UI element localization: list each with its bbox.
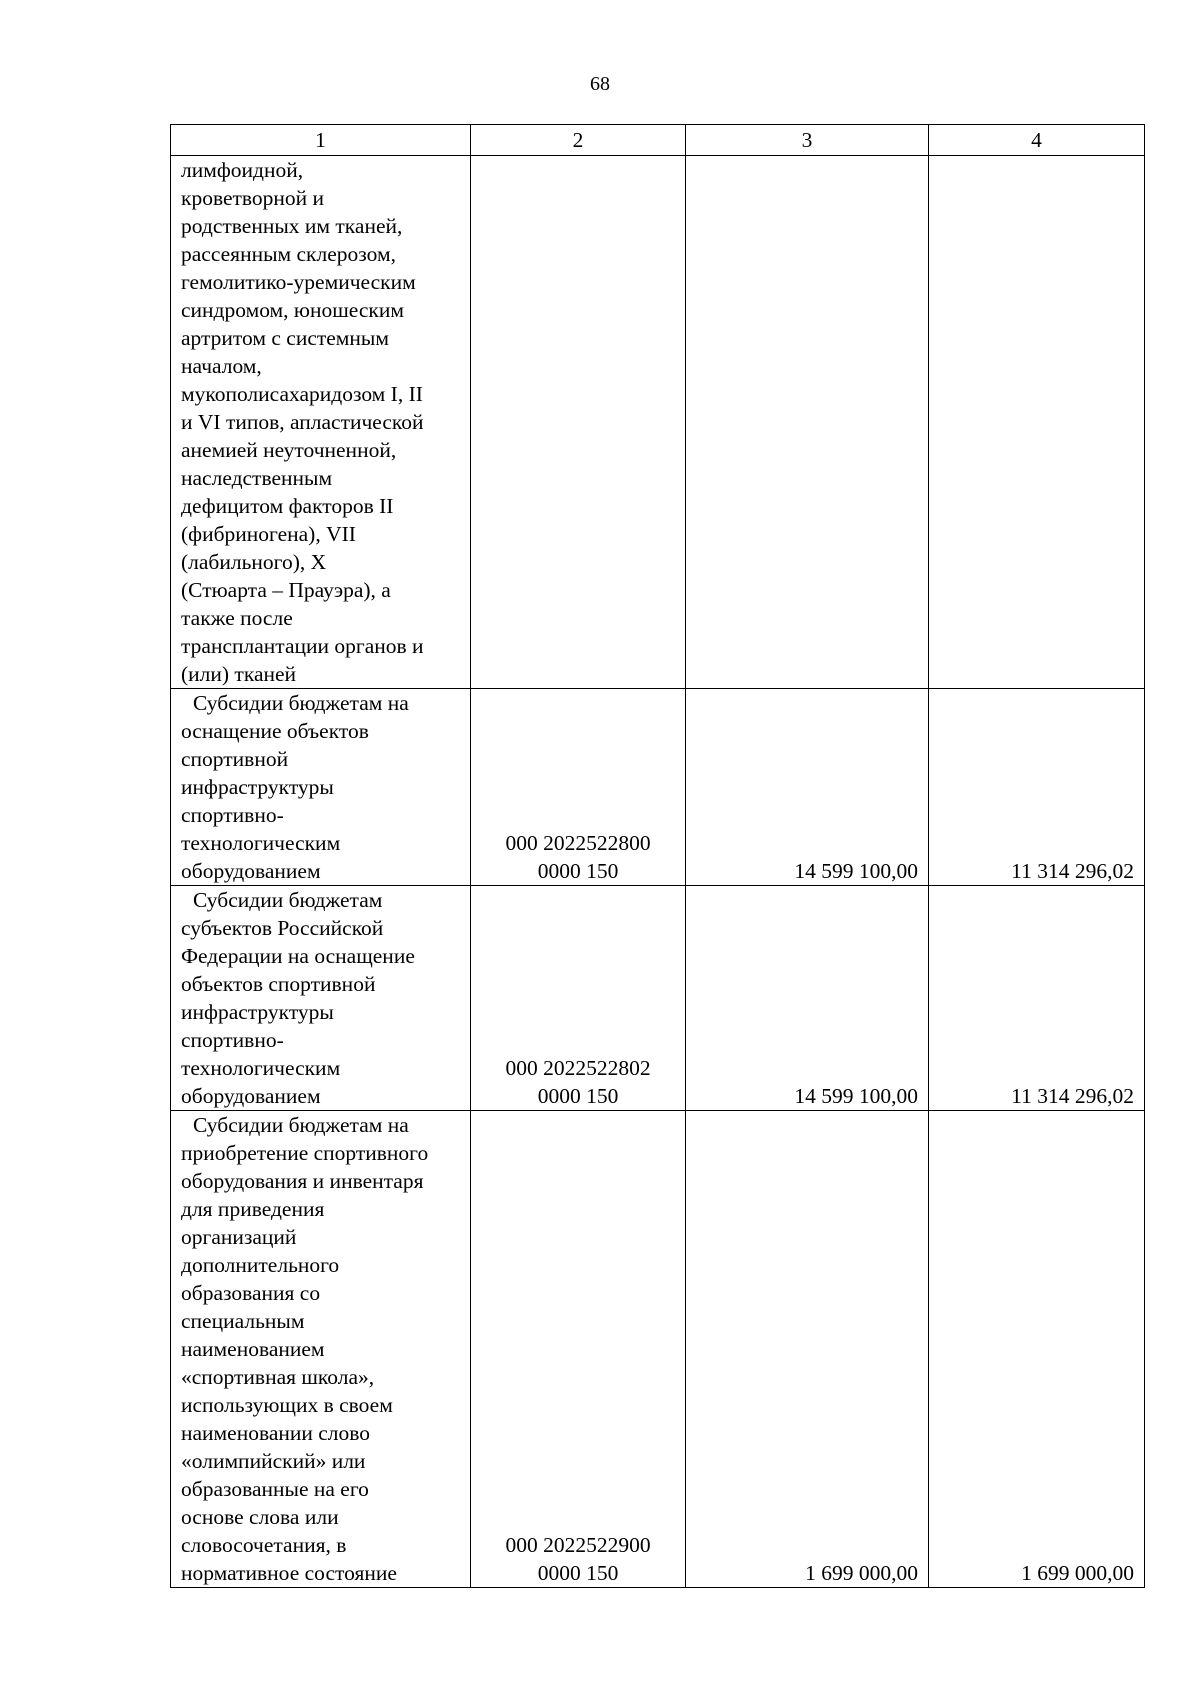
row-col4-cell: 11 314 296,02 bbox=[929, 886, 1145, 1111]
name-line: рассеянным склерозом, bbox=[181, 242, 396, 266]
name-line: артритом с системным bbox=[181, 326, 389, 350]
row-col4-cell bbox=[929, 156, 1145, 689]
name-line: наименованием bbox=[181, 1337, 325, 1361]
row-col3-cell bbox=[686, 156, 929, 689]
name-line: субъектов Российской bbox=[181, 916, 384, 940]
name-line: синдромом, юношеским bbox=[181, 298, 404, 322]
name-line: спортивно- bbox=[181, 803, 284, 827]
name-line: началом, bbox=[181, 354, 262, 378]
name-line: образования со bbox=[181, 1281, 321, 1305]
table-row bbox=[171, 156, 1145, 689]
name-line: (лабильного), X bbox=[181, 550, 327, 574]
name-line: родственных им тканей, bbox=[181, 214, 403, 238]
row-name-cell bbox=[171, 156, 471, 689]
name-line: также после bbox=[181, 606, 293, 630]
budget-table bbox=[170, 124, 1145, 1588]
table-row bbox=[171, 886, 1145, 1111]
row-code-cell bbox=[471, 886, 686, 1111]
row-col4-cell: 1 699 000,00 bbox=[929, 1111, 1145, 1588]
name-line: Субсидии бюджетам bbox=[193, 888, 383, 912]
name-line: для приведения bbox=[181, 1197, 325, 1221]
code-line: 0000 150 bbox=[537, 1084, 619, 1108]
name-line: гемолитико-уремическим bbox=[181, 270, 416, 294]
name-line: оборудованием bbox=[181, 1084, 321, 1108]
name-line: спортивно- bbox=[181, 1028, 284, 1052]
name-line: кроветворной и bbox=[181, 186, 325, 210]
name-line: приобретение спортивного bbox=[181, 1141, 429, 1165]
name-line: «спортивная школа», bbox=[181, 1365, 375, 1389]
name-line: основе слова или bbox=[181, 1505, 339, 1529]
name-line: Субсидии бюджетам на bbox=[193, 1113, 409, 1137]
name-line: организаций bbox=[181, 1225, 297, 1249]
name-line: Федерации на оснащение bbox=[181, 944, 415, 968]
code-line: 0000 150 bbox=[537, 859, 619, 883]
name-line: словосочетания, в bbox=[181, 1533, 347, 1557]
code-line: 000 2022522800 bbox=[505, 831, 651, 855]
row-name-cell bbox=[171, 1111, 471, 1588]
name-line: использующих в своем bbox=[181, 1393, 393, 1417]
code-line: 000 2022522900 bbox=[505, 1533, 651, 1557]
name-line: специальным bbox=[181, 1309, 305, 1333]
name-line: дефицитом факторов II bbox=[181, 494, 394, 518]
name-line: спортивной bbox=[181, 747, 289, 771]
header-cell-1: 1 bbox=[171, 125, 471, 156]
name-line: образованные на его bbox=[181, 1477, 369, 1501]
header-cell-2: 2 bbox=[471, 125, 686, 156]
name-line: анемией неуточненной, bbox=[181, 438, 397, 462]
row-code-cell bbox=[471, 156, 686, 689]
name-line: инфраструктуры bbox=[181, 775, 334, 799]
code-line: 0000 150 bbox=[537, 1561, 619, 1585]
name-line: объектов спортивной bbox=[181, 972, 376, 996]
code-line: 000 2022522802 bbox=[505, 1056, 651, 1080]
name-line: трансплантации органов и bbox=[181, 634, 424, 658]
table-header-row bbox=[171, 125, 1145, 156]
name-line: (фибриногена), VII bbox=[181, 522, 356, 546]
name-line: Субсидии бюджетам на bbox=[193, 691, 409, 715]
name-line: технологическим bbox=[181, 1056, 341, 1080]
header-cell-3: 3 bbox=[686, 125, 929, 156]
name-line: оснащение объектов bbox=[181, 719, 369, 743]
row-code-cell bbox=[471, 689, 686, 886]
row-col3-cell: 1 699 000,00 bbox=[686, 1111, 929, 1588]
row-col3-cell: 14 599 100,00 bbox=[686, 689, 929, 886]
row-col4-cell: 11 314 296,02 bbox=[929, 689, 1145, 886]
name-line: мукополисахаридозом I, II bbox=[181, 382, 423, 406]
name-line: наследственным bbox=[181, 466, 333, 490]
name-line: лимфоидной, bbox=[181, 158, 304, 182]
name-line: дополнительного bbox=[181, 1253, 340, 1277]
name-line: наименовании слово bbox=[181, 1421, 371, 1445]
name-line: оборудованием bbox=[181, 859, 321, 883]
name-line: «олимпийский» или bbox=[181, 1449, 366, 1473]
name-line: оборудования и инвентаря bbox=[181, 1169, 424, 1193]
name-line: и VI типов, апластической bbox=[181, 410, 424, 434]
page-number: 68 bbox=[590, 73, 610, 95]
name-line: инфраструктуры bbox=[181, 1000, 334, 1024]
row-name-cell bbox=[171, 689, 471, 886]
name-line: (Стюарта – Прауэра), а bbox=[181, 578, 391, 602]
row-col3-cell: 14 599 100,00 bbox=[686, 886, 929, 1111]
name-line: технологическим bbox=[181, 831, 341, 855]
name-line: (или) тканей bbox=[181, 662, 297, 686]
row-name-cell bbox=[171, 886, 471, 1111]
header-cell-4: 4 bbox=[929, 125, 1145, 156]
table-row bbox=[171, 689, 1145, 886]
row-code-cell bbox=[471, 1111, 686, 1588]
table-row bbox=[171, 1111, 1145, 1588]
name-line: нормативное состояние bbox=[181, 1561, 397, 1585]
